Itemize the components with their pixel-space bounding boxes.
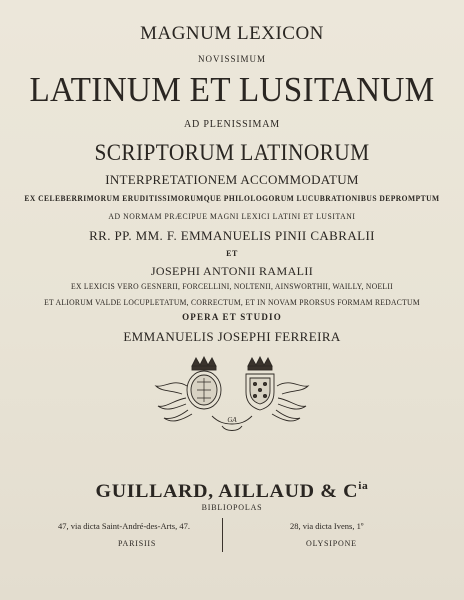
- publisher-name: [0, 481, 464, 501]
- address-lisbon: 28, via dicta Ivens, 1º: [290, 521, 364, 531]
- svg-text:GA: GA: [227, 416, 237, 424]
- line-ex-celeberrimorum: EX CELEBERRIMORUM ERUDITISSIMORUMQUE PHILOLOGORUM LUCUBRATIONIBUS DEPROMPTUM: [24, 194, 440, 203]
- author-cabralii: RR. PP. MM. F. EMMANUELIS PINII CABRALII: [89, 228, 375, 243]
- line-ex-lexicis: EX LEXICIS VERO GESNERII, FORCELLINI, NOLTENII, AINSWORTHII, WAILLY, NOELII: [71, 282, 393, 291]
- line-ad-normam: AD NORMAM PRÆCIPUE MAGNI LEXICI LATINI ET LUSITANI: [108, 212, 356, 221]
- editor-ferreira: EMMANUELIS JOSEPHI FERREIRA: [123, 329, 341, 344]
- subtitle-novissimum: NOVISSIMUM: [197, 54, 266, 64]
- bibliopolas-label: BIBLIOPOLAS: [201, 503, 263, 512]
- line-opera-et-studio: OPERA ET STUDIO: [182, 312, 282, 322]
- publisher-superscript: ia: [358, 480, 369, 492]
- publisher-text: GUILLARD, AILLAUD & C: [95, 481, 359, 502]
- line-scriptorum-latinorum: SCRIPTORUM LATINORUM: [94, 140, 370, 165]
- author-ramalii: JOSEPHI ANTONII RAMALII: [150, 264, 314, 278]
- heading-magnum-lexicon: MAGNUM LEXICON: [140, 23, 324, 44]
- city-lisbon: OLYSIPONE: [306, 539, 357, 548]
- conjunction-et: ET: [226, 249, 238, 258]
- line-et-aliorum: ET ALIORUM VALDE LOCUPLETATUM, CORRECTUM, ET IN NOVAM PRORSUS FORMAM REDACTUM: [44, 298, 420, 307]
- main-title: LATINUM ET LUSITANUM: [29, 70, 435, 109]
- line-ad-plenissimam: AD PLENISSIMAM: [184, 119, 280, 130]
- imprint-divider: [222, 518, 223, 552]
- line-interpretationem: INTERPRETATIONEM ACCOMMODATUM: [105, 172, 359, 187]
- royal-coats-of-arms-icon: [152, 356, 312, 434]
- city-paris: PARISIIS: [118, 539, 157, 548]
- address-paris: 47, via dicta Saint-André-des-Arts, 47.: [58, 521, 190, 531]
